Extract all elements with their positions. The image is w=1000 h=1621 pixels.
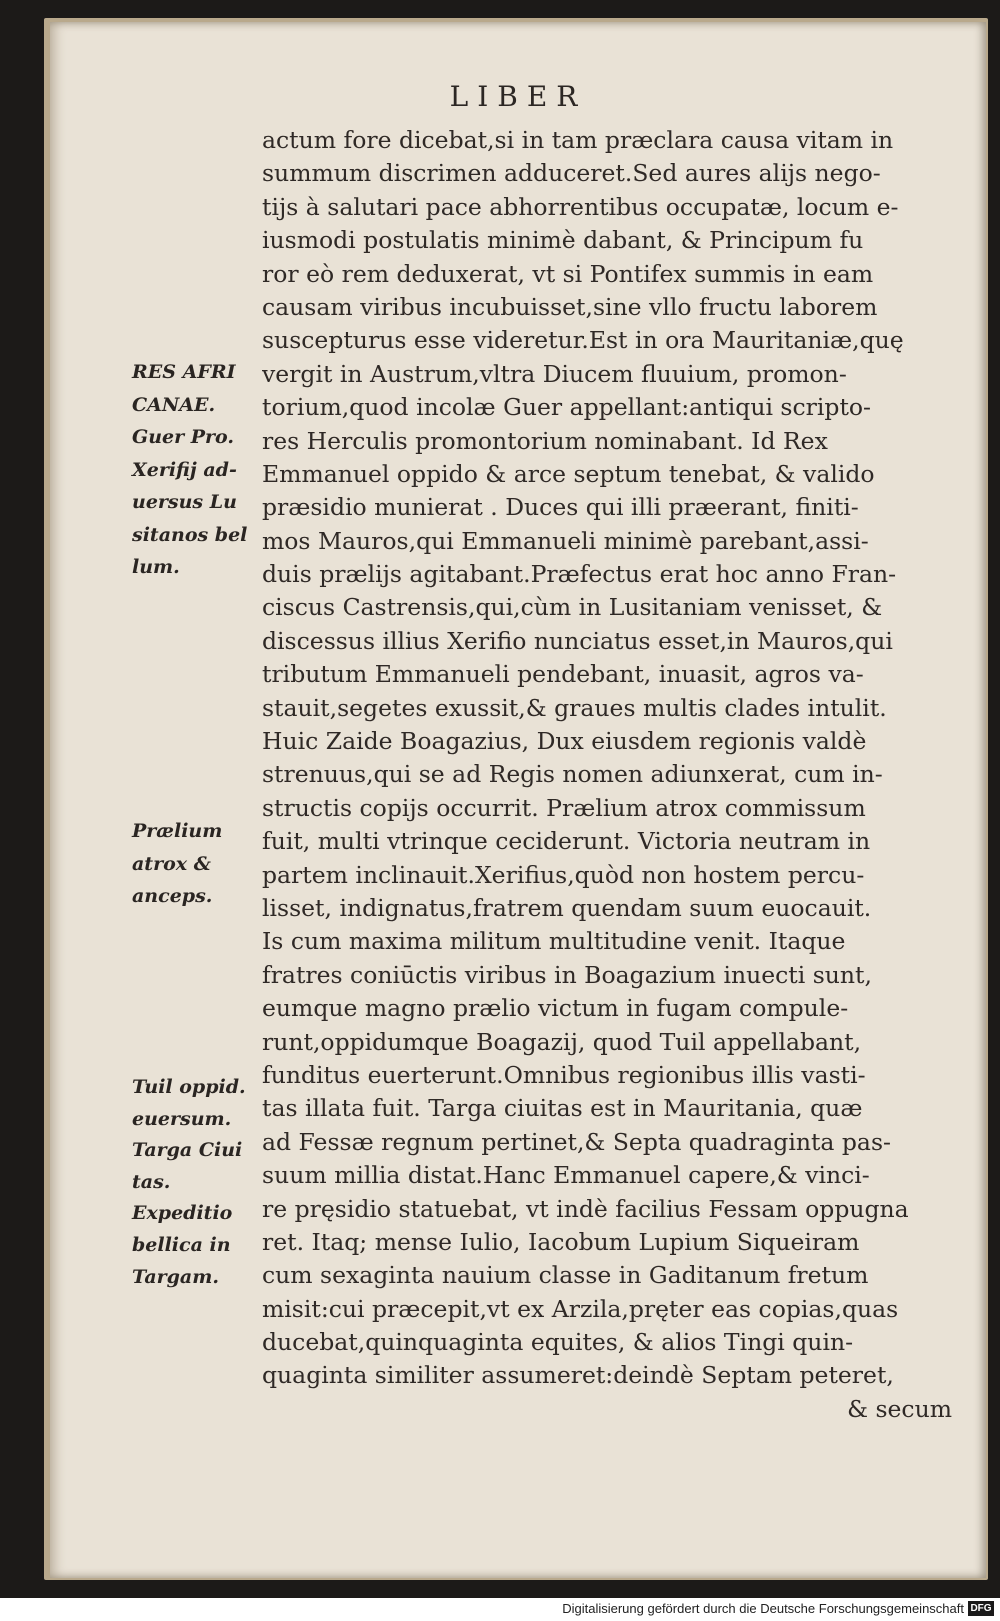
margin-note-line: anceps.	[132, 885, 213, 907]
body-line: runt,oppidumque Boagazij, quod Tuil appellabant,	[262, 1027, 862, 1056]
body-line: funditus euerterunt.Omnibus regionibus illis vasti-	[262, 1060, 866, 1089]
body-line: ror eò rem deduxerat, vt si Pontifex summis in eam	[262, 259, 874, 288]
body-line: structis copijs occurrit. Prælium atrox commissum	[262, 793, 866, 822]
body-line: causam viribus incubuisset,sine vllo fructu laborem	[262, 292, 878, 321]
body-line: actum fore dicebat,si in tam præclara causa vitam in	[262, 126, 894, 154]
body-line: strenuus,qui se ad Regis nomen adiunxerat, cum in-	[262, 760, 883, 789]
body-line: iusmodi postulatis minimè dabant, & Principum fu	[262, 226, 864, 255]
body-line: partem inclinauit.Xerifius,quòd non hostem percu-	[262, 860, 865, 889]
body-line: ad Fessæ regnum pertinet,& Septa quadraginta pas-	[262, 1127, 891, 1156]
margin-note-line: Targa Ciui	[132, 1139, 243, 1162]
body-line: ducebat,quinquaginta equites, & alios Tingi quin-	[262, 1328, 854, 1357]
body-text	[262, 124, 954, 1426]
body-line: quaginta similiter assumeret:deindè Septam peteret,	[262, 1361, 894, 1390]
body-line: ciscus Castrensis,qui,cùm in Lusitaniam venisset, &	[262, 593, 883, 622]
body-line: lisset, indignatus,fratrem quendam suum euocauit.	[262, 893, 872, 922]
body-line: tas illata fuit. Targa ciuitas est in Mauritania, quæ	[262, 1094, 863, 1123]
body-line: præsidio munierat . Duces qui illi præerant, finiti-	[262, 493, 859, 522]
body-line: fuit, multi vtrinque ceciderunt. Victoria neutram in	[262, 827, 871, 856]
body-line: tijs à salutari pace abhorrentibus occupatæ, locum e-	[262, 192, 899, 221]
margin-note-res-africanae	[132, 356, 247, 584]
margin-note-line: CANAE.	[132, 393, 216, 416]
margin-note-line: Tuil oppid.	[132, 1076, 246, 1098]
book-page	[50, 22, 986, 1578]
body-line: vergit in Austrum,vltra Diucem fluuium, promon-	[262, 359, 847, 388]
margin-note-praelium	[132, 815, 222, 913]
body-line: cum sexaginta nauium classe in Gaditanum fretum	[262, 1261, 869, 1290]
margin-note-line: Targam.	[132, 1265, 219, 1288]
body-line: discessus illius Xerifio nunciatus esset,in Mauros,qui	[262, 626, 893, 655]
margin-note-line: atrox &	[132, 852, 211, 875]
margin-note-line: RES AFRI	[132, 361, 236, 383]
body-line: mos Mauros,qui Emmanueli minimè parebant,assi-	[262, 526, 869, 555]
body-line: tributum Emmanueli pendebant, inuasit, agros va-	[262, 660, 864, 689]
body-line: suum millia distat.Hanc Emmanuel capere,& vinci-	[262, 1161, 870, 1190]
margin-note-line: lum.	[132, 556, 180, 578]
margin-note-line: Prælium	[132, 820, 223, 842]
margin-note-line: uersus Lu	[132, 491, 237, 513]
body-line: Huic Zaide Boagazius, Dux eiusdem regionis valdè	[262, 727, 867, 756]
body-line: Emmanuel oppido & arce septum tenebat, & valido	[262, 459, 875, 488]
body-line: fratres coniūctis viribus in Boagazium inuecti sunt,	[262, 960, 872, 989]
body-line: duis prælijs agitabant.Præfectus erat hoc anno Fran-	[262, 560, 897, 589]
margin-note-line: Xerifij ad-	[132, 458, 237, 481]
margin-note-line: euersum.	[132, 1107, 232, 1130]
funding-credit: Digitalisierung gefördert durch die Deutsche Forschungsgemeinschaft	[562, 1601, 964, 1616]
margin-note-tuil-targa	[132, 1072, 246, 1293]
margin-note-line: Expeditio	[132, 1202, 233, 1225]
margin-note-line: sitanos bel	[132, 523, 248, 546]
body-line: suscepturus esse videretur.Est in ora Mauritaniæ,quę	[262, 326, 904, 355]
body-line: Is cum maxima militum multitudine venit. Itaque	[262, 927, 846, 956]
margin-note-line: Guer Pro.	[132, 426, 235, 448]
body-line: ret. Itaq; mense Iulio, Iacobum Lupium Siqueiram	[262, 1227, 860, 1256]
body-line: stauit,segetes exussit,& graues multis clades intulit.	[262, 693, 887, 722]
catchword: & secum	[847, 1394, 952, 1423]
margin-note-line: tas.	[132, 1170, 171, 1193]
body-line: torium,quod incolæ Guer appellant:antiqui scripto-	[262, 393, 871, 422]
digitization-footer	[0, 1598, 1000, 1621]
body-line: misit:cui præcepit,vt ex Arzila,pręter eas copias,quas	[262, 1294, 899, 1323]
running-head: LIBER	[449, 80, 587, 113]
body-line: res Herculis promontorium nominabant. Id Rex	[262, 426, 828, 455]
body-line: re pręsidio statuebat, vt indè facilius Fessam oppugna	[262, 1194, 909, 1223]
margin-note-line: bellica in	[132, 1233, 231, 1256]
dfg-logo: DFG	[968, 1601, 994, 1616]
body-line: summum discrimen adduceret.Sed aures alijs nego-	[262, 159, 881, 188]
body-line: eumque magno prælio victum in fugam compule-	[262, 994, 849, 1023]
